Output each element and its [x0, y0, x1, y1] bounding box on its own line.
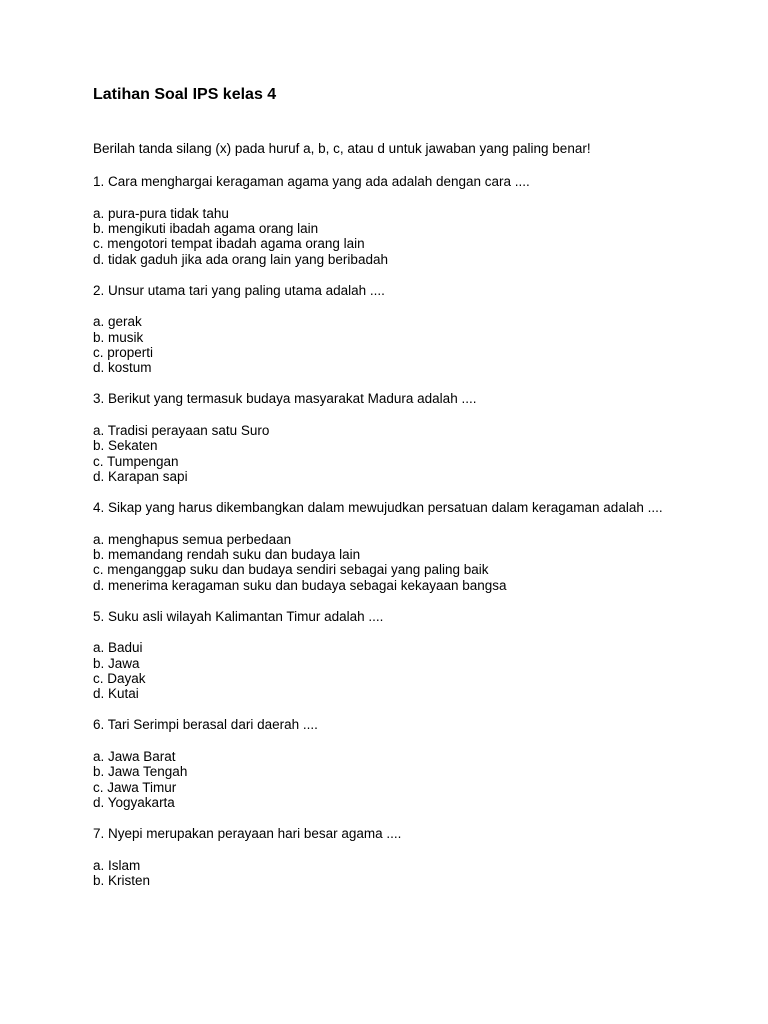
question-7: [93, 826, 733, 888]
option-d: d. menerima keragaman suku dan budaya sebagai kekayaan bangsa: [93, 577, 507, 593]
document-title: Latihan Soal IPS kelas 4: [93, 86, 277, 103]
option-b: b. Kristen: [93, 873, 151, 889]
option-a: a. menghapus semua perbedaan: [93, 531, 292, 547]
option-a: a. gerak: [93, 314, 142, 330]
question-text: 3. Berikut yang termasuk budaya masyarakat Madura adalah ....: [93, 391, 477, 407]
option-b: b. Jawa: [93, 655, 140, 671]
option-b: b. memandang rendah suku dan budaya lain: [93, 547, 361, 563]
question-text: 1. Cara menghargai keragaman agama yang ada adalah dengan cara ....: [93, 174, 530, 189]
answer-options: [93, 206, 733, 267]
option-d: d. Karapan sapi: [93, 469, 188, 485]
question-5: [93, 609, 733, 702]
option-a: a. pura-pura tidak tahu: [93, 205, 229, 221]
option-c: c. menganggap suku dan budaya sendiri sebagai yang paling baik: [93, 562, 489, 578]
option-c: c. Jawa Timur: [93, 779, 177, 795]
option-d: d. Yogyakarta: [93, 795, 175, 811]
answer-options: [93, 532, 733, 593]
answer-options: [93, 640, 733, 701]
option-a: a. Islam: [93, 857, 141, 873]
answer-options: [93, 314, 733, 375]
option-a: a. Badui: [93, 640, 143, 656]
option-c: c. properti: [93, 345, 154, 361]
answer-options: [93, 423, 733, 484]
option-d: d. Kutai: [93, 686, 139, 702]
question-text: 7. Nyepi merupakan perayaan hari besar agama ....: [93, 826, 402, 842]
answer-options: [93, 749, 733, 810]
option-a: a. Jawa Barat: [93, 749, 176, 765]
question-text: 5. Suku asli wilayah Kalimantan Timur adalah ....: [93, 608, 384, 624]
option-c: c. Dayak: [93, 671, 146, 687]
question-text: 4. Sikap yang harus dikembangkan dalam mewujudkan persatuan dalam keragaman adalah ....: [93, 500, 663, 516]
option-b: b. Jawa Tengah: [93, 764, 188, 780]
option-b: b. Sekaten: [93, 438, 158, 454]
option-d: d. kostum: [93, 360, 152, 376]
option-c: c. mengotori tempat ibadah agama orang lain: [93, 236, 365, 252]
question-4: [93, 500, 733, 593]
question-3: [93, 391, 733, 484]
question-1: [93, 174, 733, 267]
question-2: [93, 283, 733, 376]
instruction-text: Berilah tanda silang (x) pada huruf a, b, c, atau d untuk jawaban yang paling benar!: [93, 141, 591, 156]
option-a: a. Tradisi perayaan satu Suro: [93, 423, 270, 439]
question-text: 6. Tari Serimpi berasal dari daerah ....: [93, 717, 318, 733]
option-c: c. Tumpengan: [93, 453, 179, 469]
question-list: [93, 174, 733, 904]
option-d: d. tidak gaduh jika ada orang lain yang beribadah: [93, 251, 388, 267]
option-b: b. musik: [93, 329, 144, 345]
option-b: b. mengikuti ibadah agama orang lain: [93, 221, 319, 237]
question-6: [93, 717, 733, 810]
question-text: 2. Unsur utama tari yang paling utama adalah ....: [93, 282, 385, 298]
answer-options: [93, 858, 733, 889]
